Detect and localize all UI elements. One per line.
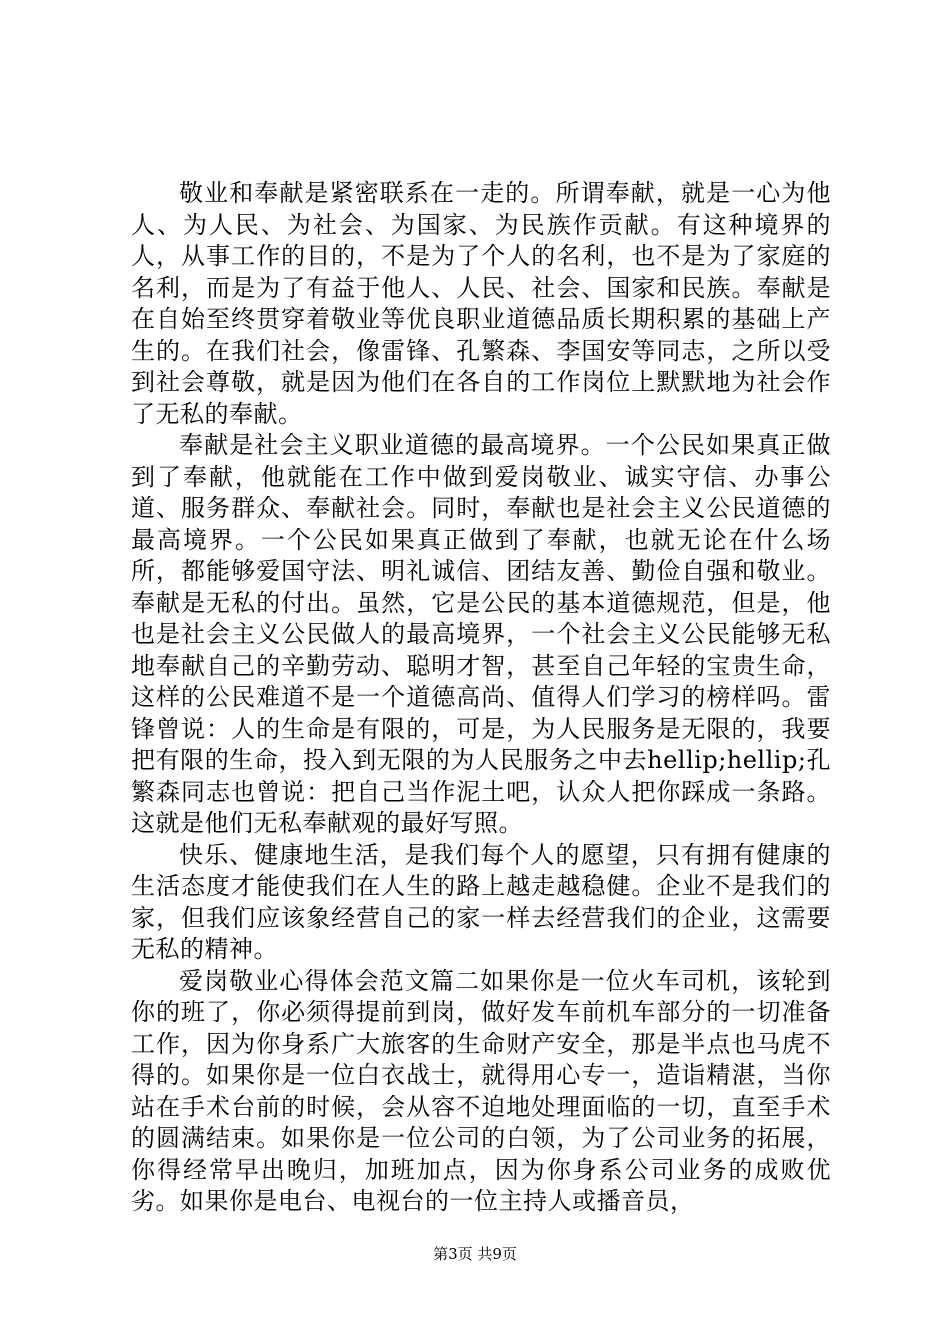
paragraph-2: 奉献是社会主义职业道德的最高境界。一个公民如果真正做到了奉献，他就能在工作中做到爱岗敬业、诚实守信、办事公道、服务群众、奉献社会。同时，奉献也是社会主义公民道德的最高境界。一个公民如果真正做到了奉献，也就无论在什么场所，都能够爱国守法、明礼诚信、团结友善、勤俭自强和敬业。奉献是无私的付出。虽然，它是公民的基本道德规范，但是，他也是社会主义公民做人的最高境界，一个社会主义公民能够无私地奉献自己的辛勤劳动、聪明才智，甚至自己年轻的宝贵生命，这样的公民难道不是一个道德高尚、值得人们学习的榜样吗。雷锋曾说：人的生命是有限的，可是，为人民服务是无限的，我要把有限的生命，投入到无限的为人民服务之中去hellip;hellip;孔繁森同志也曾说：把自己当作泥土吧，认众人把你踩成一条路。这就是他们无私奉献观的最好写照。 <box>131 431 831 837</box>
paragraph-3: 快乐、健康地生活，是我们每个人的愿望，只有拥有健康的生活态度才能使我们在人生的路上越走越稳健。企业不是我们的家，但我们应该象经营自己的家一样去经营我们的企业，这需要无私的精神。 <box>131 840 831 963</box>
paragraph-1: 敬业和奉献是紧密联系在一走的。所谓奉献，就是一心为他人、为人民、为社会、为国家、为民族作贡献。有这种境界的人，从事工作的目的，不是为了个人的名利，也不是为了家庭的名利，而是为了有益于他人、人民、社会、国家和民族。奉献是在自始至终贯穿着敬业等优良职业道德品质长期积累的基础上产生的。在我们社会，像雷锋、孔繁森、李国安等同志，之所以受到社会尊敬，就是因为他们在各自的工作岗位上默默地为社会作了无私的奉献。 <box>131 179 831 428</box>
document-body <box>131 178 831 1218</box>
paragraph-4: 爱岗敬业心得体会范文篇二如果你是一位火车司机，该轮到你的班了，你必须得提前到岗，做好发车前机车部分的一切准备工作，因为你身系广大旅客的生命财产安全，那是半点也马虎不得的。如果你是一位白衣战士，就得用心专一，造诣精湛，当你站在手术台前的时候，会从容不迫地处理面临的一切，直至手术的圆满结束。如果你是一位公司的白领，为了公司业务的拓展，你得经常早出晚归，加班加点，因为你身系公司业务的成败优劣。如果你是电台、电视台的一位主持人或播音员， <box>131 966 831 1215</box>
page-number-footer: 第3页 共9页 <box>433 1245 517 1263</box>
